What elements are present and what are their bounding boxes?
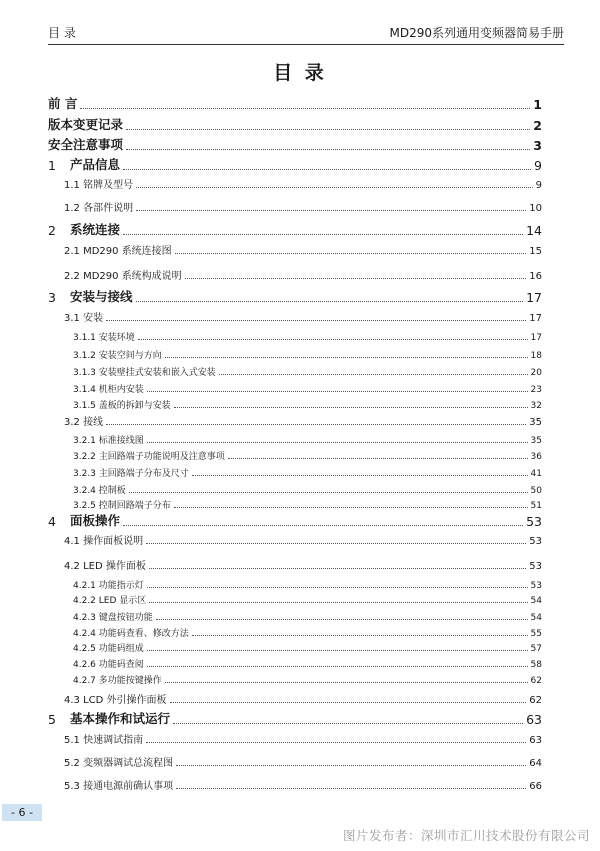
toc-entry-number: 5.3 [64,781,80,792]
toc-entry-number: 3.2 [64,417,80,428]
toc-entry-page: 53 [526,514,542,529]
toc-entry-number: 3.2.4 [73,486,96,496]
toc-dot-leader [80,108,530,109]
toc-entry-page: 32 [530,401,542,411]
toc-dot-leader [123,169,531,170]
toc-entry[interactable] [48,266,542,282]
toc-dot-leader [138,339,528,340]
toc-entry-number: 4.3 [64,695,80,706]
toc-entry-page: 14 [526,223,542,238]
toc-entry-title: 功能码查阅 [98,660,144,670]
toc-entry[interactable] [48,117,542,133]
toc-entry-title: 基本操作和试运行 [70,711,171,726]
toc-entry[interactable] [48,241,542,257]
toc-entry[interactable] [48,463,542,479]
toc-entry-page: 16 [529,271,542,282]
toc-entry-number: 1.1 [64,180,80,191]
toc-entry[interactable] [48,395,542,411]
toc-entry-page: 9 [535,180,542,191]
toc-entry-title: 铭牌及型号 [83,180,134,191]
toc-entry-title: 变频器调试总流程图 [83,758,174,769]
toc-entry-number: 4.2.7 [73,676,96,686]
toc-dot-leader [174,407,528,408]
toc-entry[interactable] [48,531,542,547]
toc-entry-number: 5 [48,712,56,727]
toc-entry-number: 4.2.1 [73,581,96,591]
toc-entry-number: 3.2.1 [73,436,96,446]
toc-entry-page: 1 [533,97,542,112]
toc-entry[interactable] [48,607,542,623]
toc-entry-title: 快速调试指南 [83,735,144,746]
toc-entry-title: MD290 系统连接图 [83,246,172,257]
toc-dot-leader [146,742,526,743]
toc-entry-number: 5.2 [64,758,80,769]
toc-entry-page: 36 [530,452,542,462]
toc-entry[interactable] [48,480,542,496]
toc-dot-leader [147,391,528,392]
toc-entry-title: 接通电源前确认事项 [83,781,174,792]
toc-entry-title: LED 显示区 [98,596,147,606]
toc-entry-title: 安装与接线 [70,289,133,304]
toc-entry-title: 各部件说明 [83,203,134,214]
toc-dot-leader [149,602,527,603]
toc-entry-title: MD290 系统构成说明 [83,271,182,282]
toc-entry[interactable] [48,327,542,343]
toc-entry-title: 键盘按钮功能 [98,613,153,623]
toc-entry-title: 盖板的拆卸与安装 [98,401,171,411]
toc-entry-title: 操作面板说明 [83,536,144,547]
toc-entry-title: 面板操作 [70,513,121,528]
toc-entry-title: 机柜内安装 [98,385,144,395]
toc-entry-number: 3.1.5 [73,401,96,411]
toc-entry[interactable] [48,753,542,769]
toc-entry-number: 3.1.2 [73,351,96,361]
toc-dot-leader [106,424,526,425]
toc-entry[interactable] [48,308,542,324]
toc-entry-page: 55 [530,629,542,639]
toc-entry-number: 2.1 [64,246,80,257]
toc-entry-page: 64 [529,758,542,769]
page-header [48,22,564,45]
toc-entry[interactable] [48,623,542,639]
toc-dot-leader [147,650,528,651]
toc-dot-leader [123,234,523,235]
toc-entry-page: 53 [530,581,542,591]
toc-entry-page: 9 [534,158,542,173]
toc-entry-number: 4.2.6 [73,660,96,670]
toc-entry-title: 接线 [83,417,104,428]
toc-entry-page: 51 [530,501,542,511]
toc-entry[interactable] [48,495,542,511]
toc-entry[interactable] [48,345,542,361]
toc-entry[interactable] [48,730,542,746]
toc-entry-number: 3.2.3 [73,469,96,479]
toc-entry-page: 54 [530,596,542,606]
toc-dot-leader [106,320,526,321]
toc-entry-page: 35 [529,417,542,428]
toc-entry-title: 多功能按键操作 [98,676,162,686]
toc-dot-leader [129,492,528,493]
toc-entry-page: 20 [530,368,542,378]
toc-entry-page: 63 [526,712,542,727]
toc-entry-page: 15 [529,246,542,257]
toc-entry[interactable] [48,430,542,446]
toc-dot-leader [136,301,524,302]
publisher-watermark: 图片发布者：深圳市汇川技术股份有限公司 [342,828,590,843]
toc-entry[interactable] [48,654,542,670]
toc-entry[interactable] [48,690,542,706]
toc-entry-page: 17 [529,313,542,324]
toc-entry[interactable] [48,556,542,572]
toc-entry[interactable] [48,590,542,606]
toc-entry-page: 10 [529,203,542,214]
toc-entry-page: 57 [530,644,542,654]
toc-entry-title: 安装壁挂式安装和嵌入式安装 [98,368,216,378]
toc-entry-number: 4 [48,514,56,529]
toc-entry[interactable] [48,638,542,654]
toc-entry-title: 产品信息 [70,157,121,172]
header-manual-title: MD290系列通用变频器简易手册 [389,26,564,40]
toc-entry[interactable] [48,670,542,686]
toc-entry-number: 3.2.5 [73,501,96,511]
toc-entry-title: 功能码查看、修改方法 [98,629,189,639]
toc-dot-leader [192,635,528,636]
toc-dot-leader [147,442,528,443]
toc-entry-title: LED 操作面板 [83,561,146,572]
toc-entry-title: 安装空间与方向 [98,351,162,361]
toc-dot-leader [126,129,530,130]
toc-entry-title: 主回路端子分布及尺寸 [98,469,189,479]
toc-entry-number: 1 [48,158,56,173]
toc-entry[interactable] [48,175,542,191]
toc-entry-page: 53 [529,561,542,572]
toc-entry-number: 3 [48,290,56,305]
toc-entry-number: 4.2 [64,561,80,572]
toc-entry-page: 17 [526,290,542,305]
toc-dot-leader [175,253,527,254]
toc-entry-page: 2 [533,118,542,133]
toc-dot-leader [165,357,528,358]
toc-entry-title: LCD 外引操作面板 [83,695,167,706]
toc-entry[interactable] [48,222,542,238]
toc-dot-leader [219,374,528,375]
toc-entry-number: 2 [48,223,56,238]
toc-entry-number: 3.2.2 [73,452,96,462]
toc-entry-page: 54 [530,613,542,623]
toc-dot-leader [147,666,528,667]
toc-dot-leader [149,568,526,569]
toc-entry-page: 41 [530,469,542,479]
toc-dot-leader [147,587,528,588]
toc-entry[interactable] [48,137,542,153]
toc-entry-number: 3.1 [64,313,80,324]
page-number: - 6 - [2,804,42,821]
toc-entry-page: 58 [530,660,542,670]
toc-entry-title: 功能指示灯 [98,581,144,591]
toc-entry[interactable] [48,96,542,112]
toc-dot-leader [123,525,523,526]
toc-entry-number: 4.2.2 [73,596,96,606]
page-title: 目 录 [273,62,327,84]
toc-entry[interactable] [48,198,542,214]
toc-entry[interactable] [48,776,542,792]
toc-dot-leader [228,458,528,459]
toc-entry-title: 安装环境 [98,333,135,343]
toc-entry-title: 功能码组成 [98,644,144,654]
toc-entry-title: 控制板 [98,486,126,496]
toc-entry-page: 66 [529,781,542,792]
toc-entry-number: 3.1.1 [73,333,96,343]
toc-entry[interactable] [48,575,542,591]
toc-entry-title: 安装 [83,313,104,324]
toc-entry-page: 62 [529,695,542,706]
toc-entry[interactable] [48,412,542,428]
toc-entry-title: 版本变更记录 [48,117,124,132]
header-section-label: 目 录 [48,26,76,40]
toc-entry-number: 2.2 [64,271,80,282]
toc-dot-leader [170,702,527,703]
toc-entry-title: 系统连接 [70,222,121,237]
toc-entry[interactable] [48,711,542,727]
toc-entry-page: 53 [529,536,542,547]
toc-dot-leader [185,278,527,279]
toc-entry[interactable] [48,289,542,305]
toc-entry-page: 63 [529,735,542,746]
toc-entry-number: 1.2 [64,203,80,214]
toc-entry-number: 4.1 [64,536,80,547]
toc-entry-page: 17 [530,333,542,343]
toc-entry-title: 主回路端子功能说明及注意事项 [98,452,225,462]
toc-dot-leader [136,187,533,188]
toc-dot-leader [156,619,528,620]
toc-entry-page: 35 [530,436,542,446]
toc-entry-number: 4.2.5 [73,644,96,654]
toc-entry-page: 23 [530,385,542,395]
toc-entry[interactable] [48,446,542,462]
toc-entry-title: 标准接线图 [98,436,144,446]
toc-dot-leader [176,788,526,789]
toc-dot-leader [136,210,526,211]
toc-dot-leader [176,765,526,766]
toc-entry-number: 3.1.4 [73,385,96,395]
toc-entry[interactable] [48,157,542,173]
toc-dot-leader [165,682,528,683]
toc-dot-leader [126,149,530,150]
toc-entry-number: 4.2.4 [73,629,96,639]
toc-entry-page: 50 [530,486,542,496]
toc-dot-leader [146,543,526,544]
toc-entry-number: 3.1.3 [73,368,96,378]
toc-entry-title: 前 言 [48,96,78,111]
toc-entry[interactable] [48,362,542,378]
toc-entry[interactable] [48,513,542,529]
toc-dot-leader [173,723,523,724]
toc-entry-number: 5.1 [64,735,80,746]
toc-entry-title: 安全注意事项 [48,137,124,152]
toc-entry-page: 62 [530,676,542,686]
toc-entry[interactable] [48,379,542,395]
toc-entry-number: 4.2.3 [73,613,96,623]
toc-entry-page: 3 [533,138,542,153]
toc-dot-leader [174,507,528,508]
toc-dot-leader [192,475,528,476]
toc-entry-page: 18 [530,351,542,361]
toc-entry-title: 控制回路端子分布 [98,501,171,511]
